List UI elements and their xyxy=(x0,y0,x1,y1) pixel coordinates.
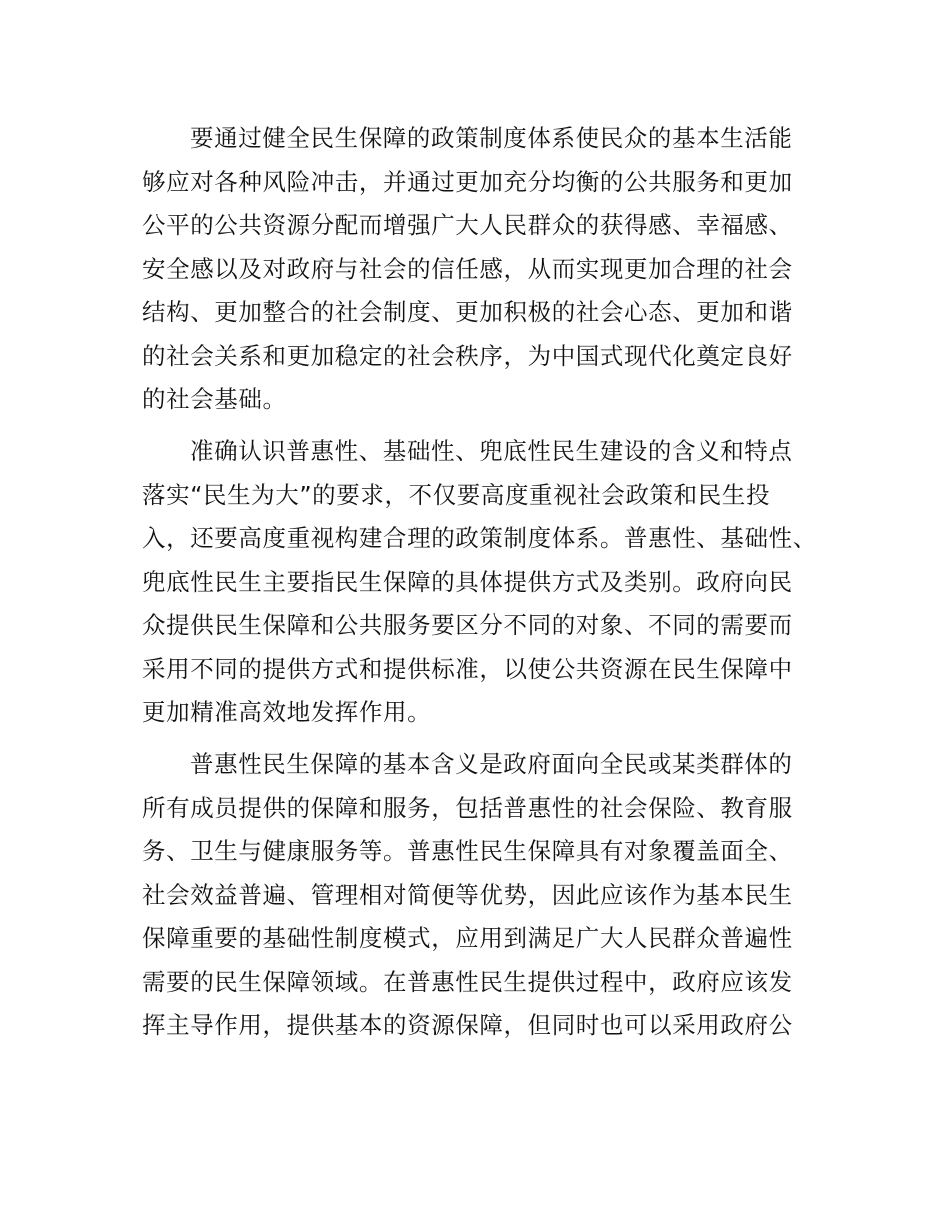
text-line: 准确认识普惠性、基础性、兜底性民生建设的含义和特点 xyxy=(190,437,793,465)
paragraph-social-foundation xyxy=(142,120,862,425)
text-line: 落实“民生为大”的要求，不仅要高度重视社会政策和民生投 xyxy=(142,480,771,509)
text-line: 兜底性民生主要指民生保障的具体提供方式及类别。政府向民 xyxy=(142,567,793,596)
text-line: 要通过健全民生保障的政策制度体系使民众的基本生活能 xyxy=(190,124,793,152)
text-line: 务、卫生与健康服务等。普惠性民生保障具有对象覆盖面全、 xyxy=(142,837,793,865)
text-line: 更加精准高效地发挥作用。 xyxy=(142,698,432,726)
text-line: 普惠性民生保障的基本含义是政府面向全民或某类群体的 xyxy=(190,750,793,778)
text-line: 社会效益普遍、管理相对简便等优势，因此应该作为基本民生 xyxy=(142,880,793,909)
paragraph-livelihood-types xyxy=(142,433,862,738)
text-line: 保障重要的基础性制度模式，应用到满足广大人民群众普遍性 xyxy=(142,924,793,952)
text-line: 采用不同的提供方式和提供标准，以使公共资源在民生保障中 xyxy=(142,654,793,683)
text-line: 的社会关系和更加稳定的社会秩序，为中国式现代化奠定良好 xyxy=(142,341,793,370)
text-line: 需要的民生保障领域。在普惠性民生提供过程中，政府应该发 xyxy=(142,967,793,996)
text-line: 公平的公共资源分配而增强广大人民群众的获得感、幸福感、 xyxy=(142,211,793,239)
paragraph-universal-security xyxy=(142,746,862,1051)
text-line: 入，还要高度重视构建合理的政策制度体系。普惠性、基础性、 xyxy=(142,524,817,552)
text-line: 挥主导作用，提供基本的资源保障，但同时也可以采用政府公 xyxy=(142,1011,793,1039)
text-line: 结构、更加整合的社会制度、更加积极的社会心态、更加和谐 xyxy=(142,298,793,326)
text-line: 众提供民生保障和公共服务要区分不同的对象、不同的需要而 xyxy=(142,611,793,639)
text-line: 所有成员提供的保障和服务，包括普惠性的社会保险、教育服 xyxy=(142,793,793,822)
text-line: 够应对各种风险冲击，并通过更加充分均衡的公共服务和更加 xyxy=(142,167,793,196)
text-line: 安全感以及对政府与社会的信任感，从而实现更加合理的社会 xyxy=(142,254,793,283)
document-body xyxy=(142,120,862,1059)
text-line: 的社会基础。 xyxy=(142,385,287,413)
